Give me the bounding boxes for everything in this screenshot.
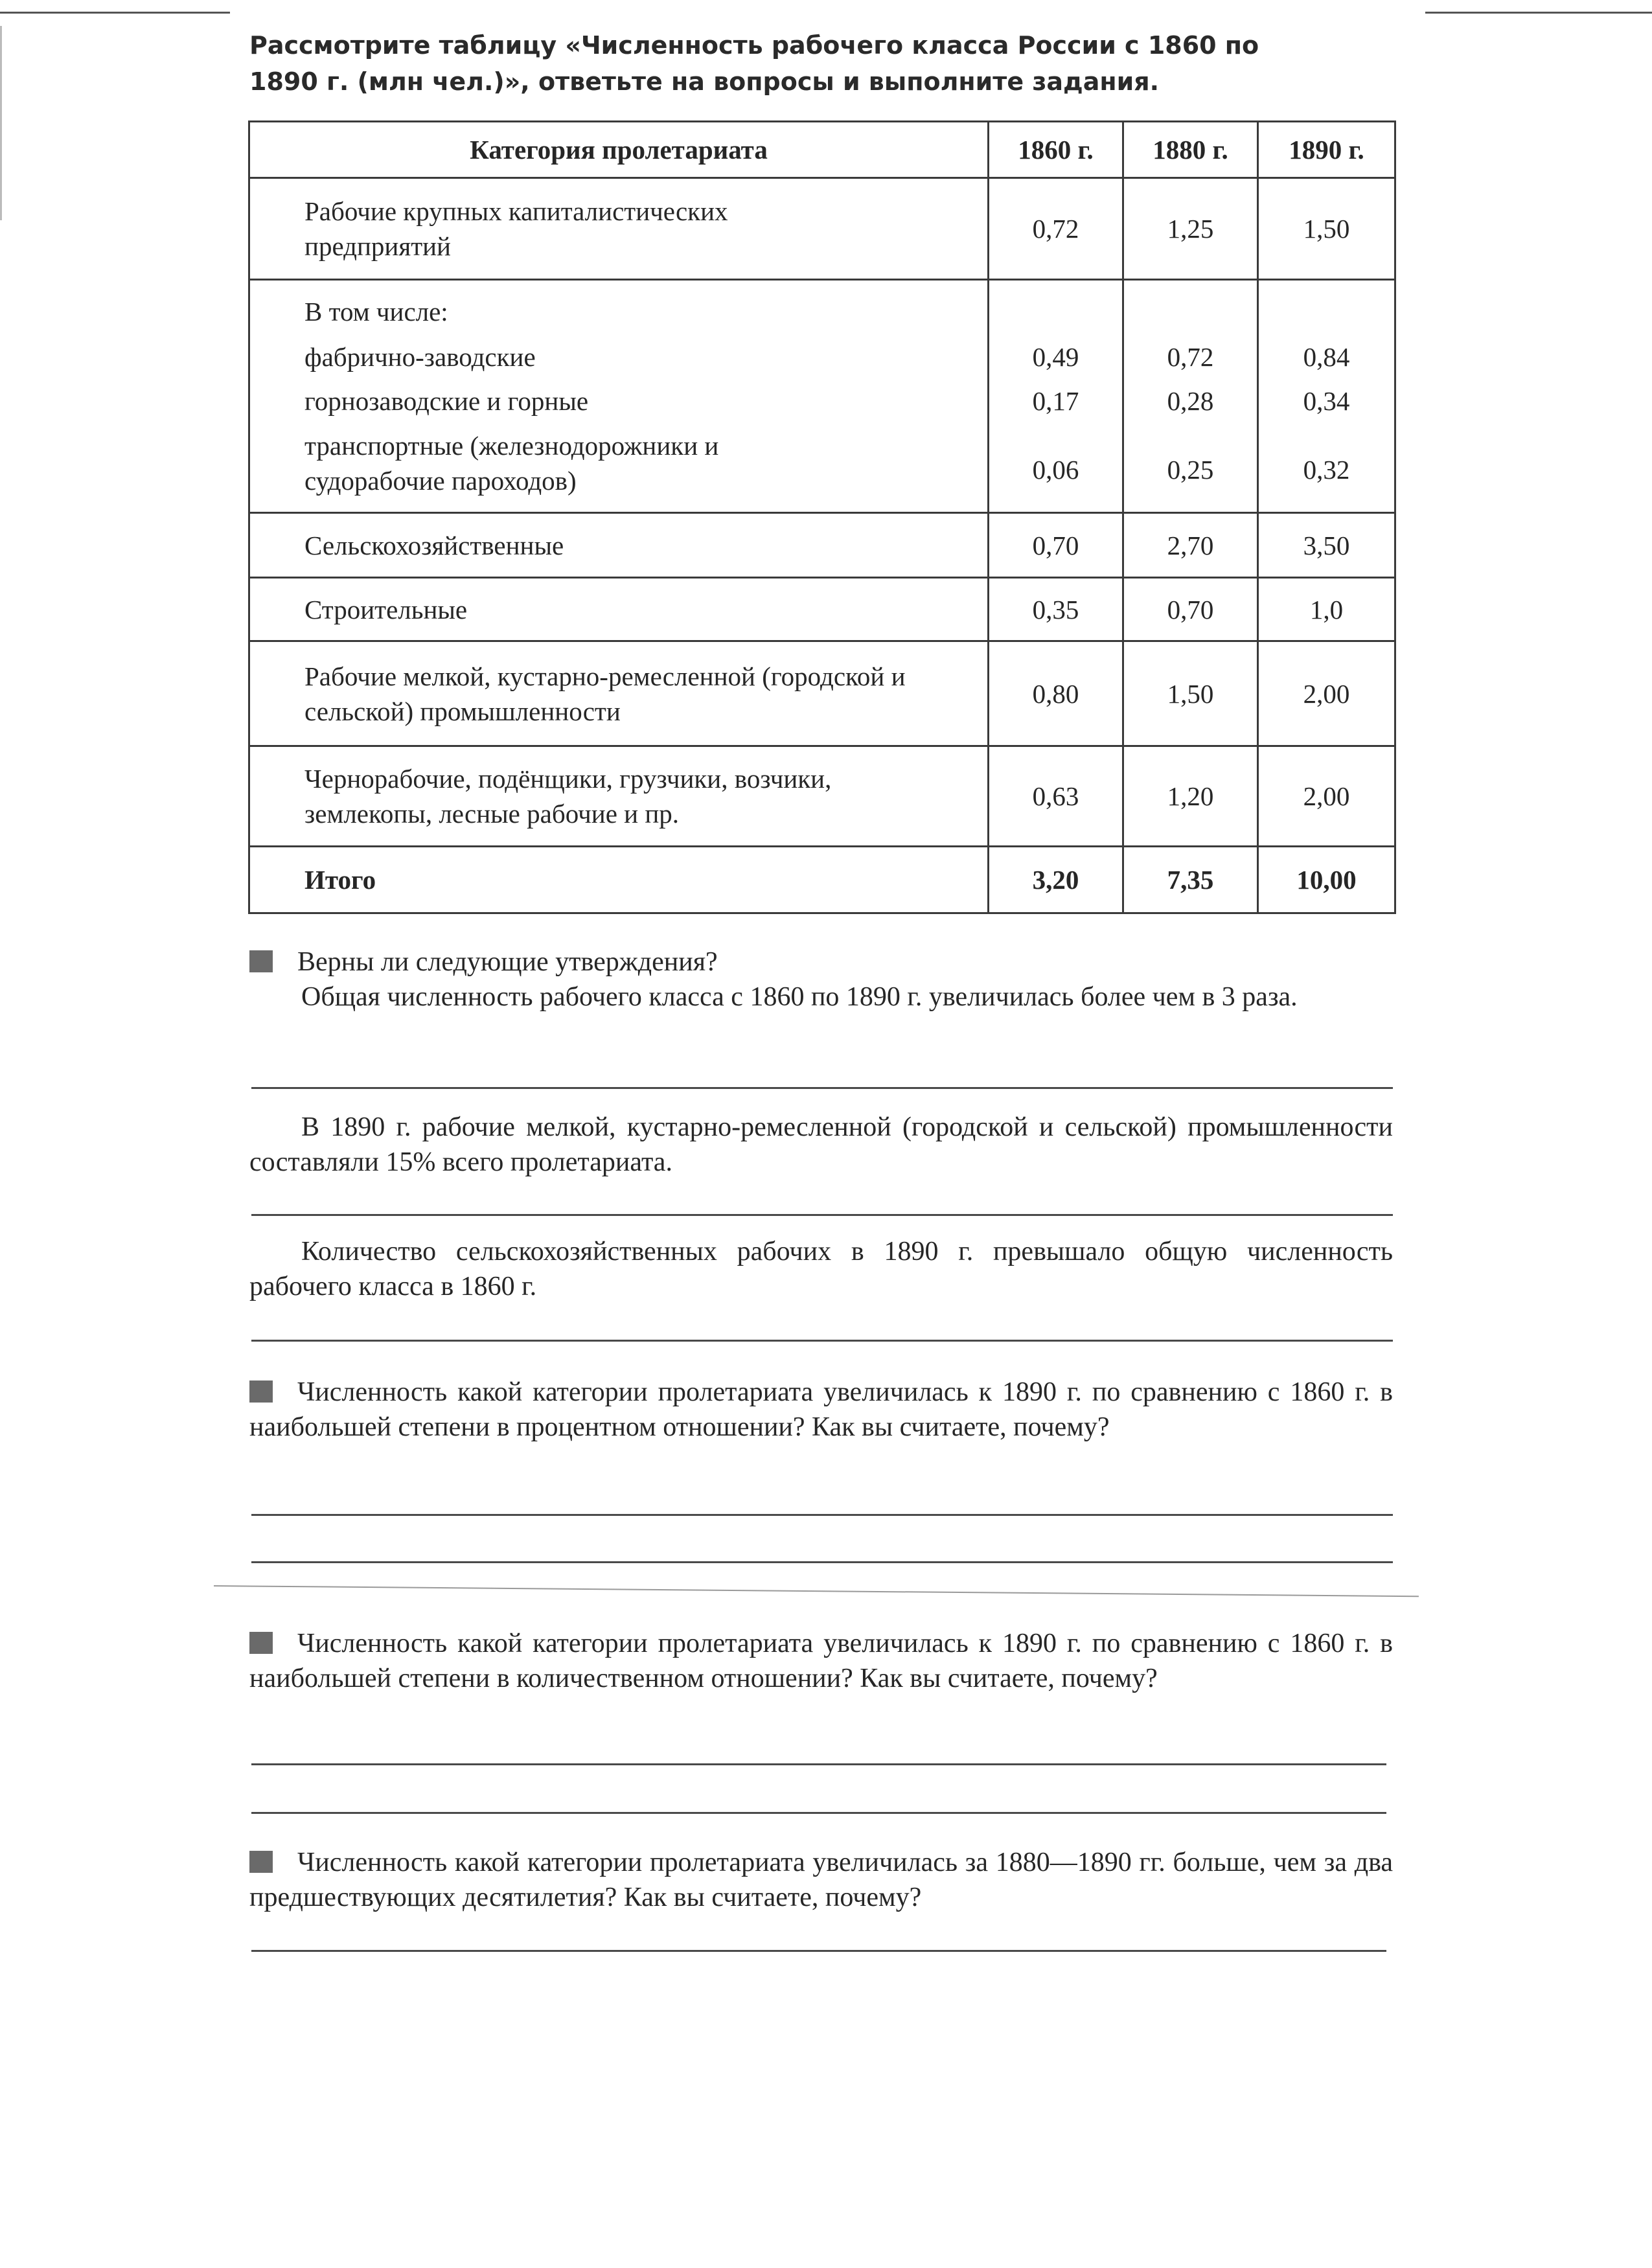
- cell-1860: 0,49: [1032, 342, 1079, 372]
- cell-1880: 0,70: [1123, 578, 1258, 641]
- subcategory-list: [249, 280, 989, 513]
- question-2-text: Численность какой категории пролетариата увеличилась к 1890 г. по сравнению с 1860 г. в наибольшей степени в процентном отношении? Как вы считаете, почему?: [249, 1377, 1393, 1442]
- table-row: [249, 513, 1395, 578]
- answer-line[interactable]: [251, 1763, 1386, 1765]
- subcategory-label: горнозаводские и горные: [304, 386, 589, 416]
- answer-line[interactable]: [251, 1214, 1393, 1216]
- table-row-subcategories: [249, 280, 1395, 513]
- table-row: [249, 578, 1395, 641]
- row-category: Рабочие крупных капиталистических предприятий: [249, 178, 989, 280]
- cell-1890: 1,0: [1258, 578, 1395, 641]
- cell-1860: 0,35: [989, 578, 1123, 641]
- question-marker-icon: [249, 1380, 273, 1403]
- cell-1890: 0,34: [1303, 386, 1350, 416]
- answer-line[interactable]: [251, 1340, 1393, 1342]
- table-header-row: [249, 122, 1395, 178]
- question-1-title-line: [249, 945, 1393, 979]
- question-2: [249, 1375, 1393, 1445]
- cell-1890: 0,84: [1303, 342, 1350, 372]
- table-row: [249, 746, 1395, 847]
- header-1880: 1880 г.: [1123, 122, 1258, 178]
- page-fold-line: [214, 1585, 1419, 1597]
- cell-1890: 0,32: [1303, 455, 1350, 485]
- cell-1860: 0,17: [1032, 386, 1079, 416]
- subcategory-intro: В том числе:: [304, 297, 448, 326]
- task-heading: Рассмотрите таблицу «Численность рабочего класса России с 1860 по 1890 г. (млн чел.)», ответьте на вопросы и выполните задания.: [249, 31, 1259, 96]
- answer-line[interactable]: [251, 1087, 1393, 1089]
- total-1890: 10,00: [1258, 847, 1395, 913]
- row-category: Рабочие мелкой, кустарно-ремесленной (городской и сельской) промышленности: [249, 641, 989, 746]
- cell-1880: 0,25: [1167, 455, 1214, 485]
- table-total-row: [249, 847, 1395, 913]
- question-marker-icon: [249, 1851, 273, 1873]
- question-marker-icon: [249, 950, 273, 972]
- answer-line[interactable]: [251, 1561, 1393, 1563]
- cell-1880: 1,50: [1123, 641, 1258, 746]
- header-1860: 1860 г.: [989, 122, 1123, 178]
- question-4-text: Численность какой категории пролетариата увеличилась за 1880—1890 гг. больше, чем за два предшествующих десятилетия? Как вы считаете, почему?: [249, 1848, 1393, 1912]
- answer-line[interactable]: [251, 1514, 1393, 1516]
- subcategory-1860: [989, 280, 1123, 513]
- cell-1890: 3,50: [1258, 513, 1395, 578]
- cell-1860: 0,72: [989, 178, 1123, 280]
- cell-1880: 0,28: [1167, 386, 1214, 416]
- subcategory-label: фабрично-заводские: [304, 342, 536, 372]
- row-category: Строительные: [249, 578, 989, 641]
- cell-1890: 2,00: [1258, 641, 1395, 746]
- subcategory-label: транспортные (железнодорожники и судорабочие пароходов): [304, 431, 719, 496]
- cell-1860: 0,63: [989, 746, 1123, 847]
- question-1: [249, 945, 1393, 1014]
- header-1890: 1890 г.: [1258, 122, 1395, 178]
- answer-line[interactable]: [251, 1812, 1386, 1814]
- total-1860: 3,20: [989, 847, 1123, 913]
- header-category: Категория пролетариата: [249, 122, 989, 178]
- question-3: [249, 1626, 1393, 1696]
- cell-1880: 2,70: [1123, 513, 1258, 578]
- statement-3: Количество сельскохозяйственных рабочих в 1890 г. превышало общую численность рабочего класса в 1860 г.: [249, 1237, 1393, 1301]
- cell-1860: 0,70: [989, 513, 1123, 578]
- statement-1: Общая численность рабочего класса с 1860 по 1890 г. увеличилась более чем в 3 раза.: [301, 982, 1298, 1012]
- question-marker-icon: [249, 1632, 273, 1654]
- cell-1890: 1,50: [1258, 178, 1395, 280]
- cell-1880: 1,20: [1123, 746, 1258, 847]
- total-label: Итого: [249, 847, 989, 913]
- subcategory-1890: [1258, 280, 1395, 513]
- subcategory-1880: [1123, 280, 1258, 513]
- answer-line[interactable]: [251, 1950, 1386, 1952]
- workers-table: [248, 120, 1396, 914]
- page-edge-line-right: [1425, 12, 1652, 14]
- cell-1860: 0,06: [1032, 455, 1079, 485]
- statement-2: В 1890 г. рабочие мелкой, кустарно-ремесленной (городской и сельской) промышленности составляли 15% всего пролетариата.: [249, 1112, 1393, 1177]
- question-3-text: Численность какой категории пролетариата увеличилась к 1890 г. по сравнению с 1860 г. в наибольшей степени в количественном отношении? Как вы считаете, почему?: [249, 1629, 1393, 1693]
- cell-1860: 0,80: [989, 641, 1123, 746]
- row-category: Сельскохозяйственные: [249, 513, 989, 578]
- page-edge-line-left: [0, 12, 230, 14]
- question-4: [249, 1845, 1393, 1915]
- cell-1890: 2,00: [1258, 746, 1395, 847]
- page-edge-vertical: [0, 26, 2, 220]
- total-1880: 7,35: [1123, 847, 1258, 913]
- cell-1880: 0,72: [1167, 342, 1214, 372]
- table-row: [249, 641, 1395, 746]
- row-category: Чернорабочие, подёнщики, грузчики, возчики, землекопы, лесные рабочие и пр.: [249, 746, 989, 847]
- table-row: [249, 178, 1395, 280]
- cell-1880: 1,25: [1123, 178, 1258, 280]
- question-1-title: Верны ли следующие утверждения?: [297, 947, 718, 977]
